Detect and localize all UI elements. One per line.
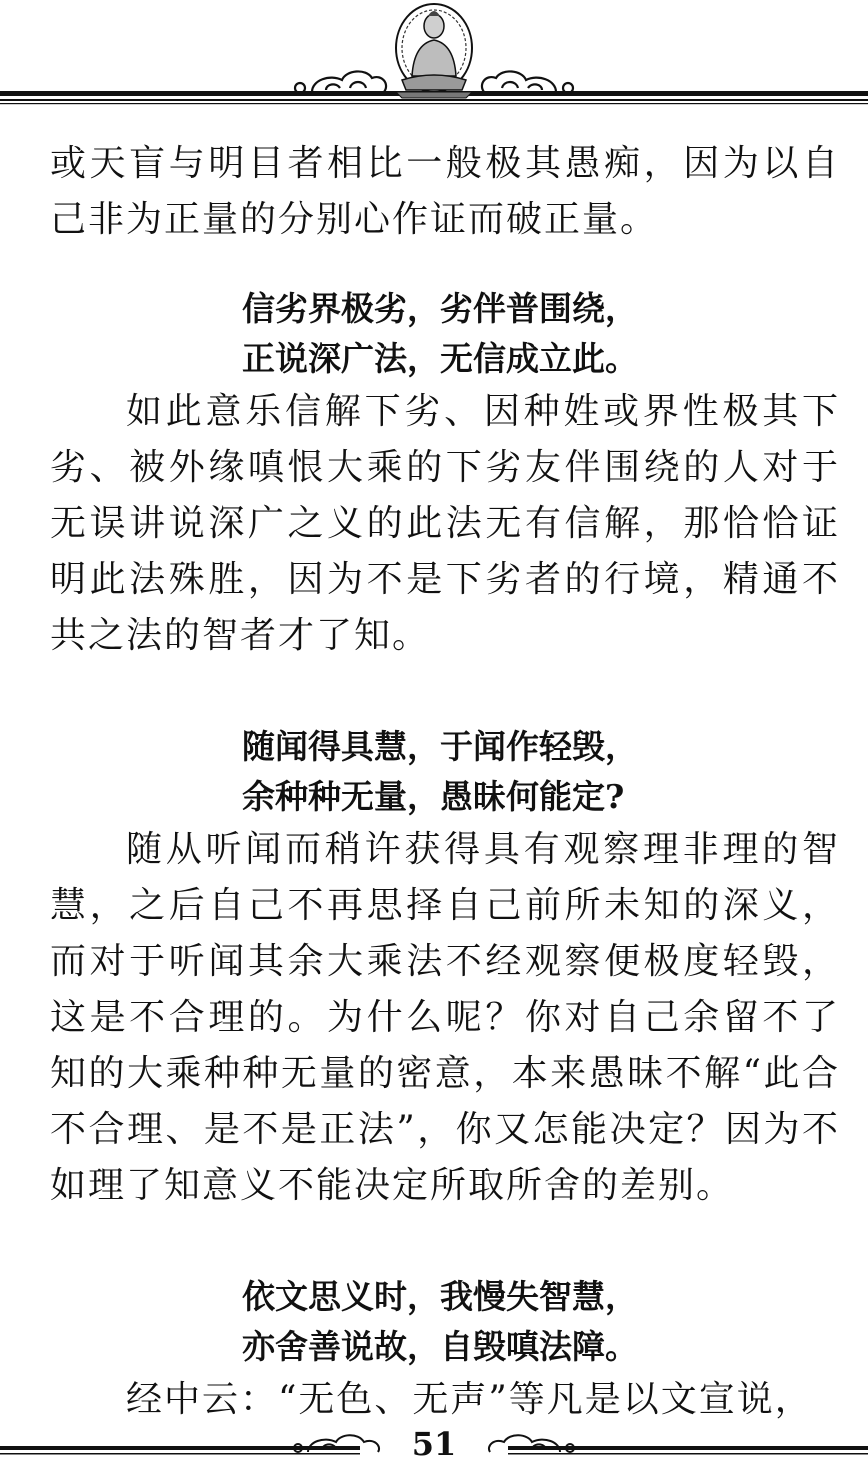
cloud-scroll-icon <box>482 71 573 93</box>
cloud-scroll-icon <box>295 71 386 93</box>
paragraph: 经中云：“无色、无声”等凡是以文宣说， <box>126 1379 813 1420</box>
buddha-figure-icon <box>396 4 472 98</box>
paragraph: 或天盲与明目者相比一般极其愚痴，因为以自己非为正量的分别心作证而破正量。 <box>50 143 840 240</box>
verse-block <box>50 1272 840 1372</box>
paragraph: 随从听闻而稍许获得具有观察理非理的智慧，之后自己不再思择自己前所未知的深义，而对于听闻其余大乘法不经观察便极度轻毁，这是不合理的。为什么呢？你对自己余留不了知的大乘种种无量的密意，本来愚昧不解“此合不合理、是不是正法”，你又怎能决定？因为不如理了知意义不能决定所取所舍的差别。 <box>50 829 840 1206</box>
verse-line: 依文思义时，我慢失智慧， <box>242 1277 638 1316</box>
verse-block <box>50 284 840 384</box>
page-body <box>50 136 840 1428</box>
header-rules <box>0 0 868 110</box>
paragraph: 如此意乐信解下劣、因种姓或界性极其下劣、被外缘嗔恨大乘的下劣友伴围绕的人对于无误讲说深广之义的此法无有信解，那恰恰证明此法殊胜，因为不是下劣者的行境，精通不共之法的智者才了知。 <box>50 391 840 656</box>
verse-line: 亦舍善说故，自毁嗔法障。 <box>242 1327 638 1366</box>
verse-line: 余种种无量，愚昧何能定? <box>242 777 625 816</box>
page-number: 51 <box>411 1425 457 1463</box>
page-header-ornament <box>0 0 868 110</box>
verse-line: 随闻得具慧，于闻作轻毁， <box>242 727 638 766</box>
verse-line: 信劣界极劣，劣伴普围绕， <box>242 289 638 328</box>
verse-block <box>50 722 840 822</box>
verse-line: 正说深广法，无信成立此。 <box>242 339 638 378</box>
